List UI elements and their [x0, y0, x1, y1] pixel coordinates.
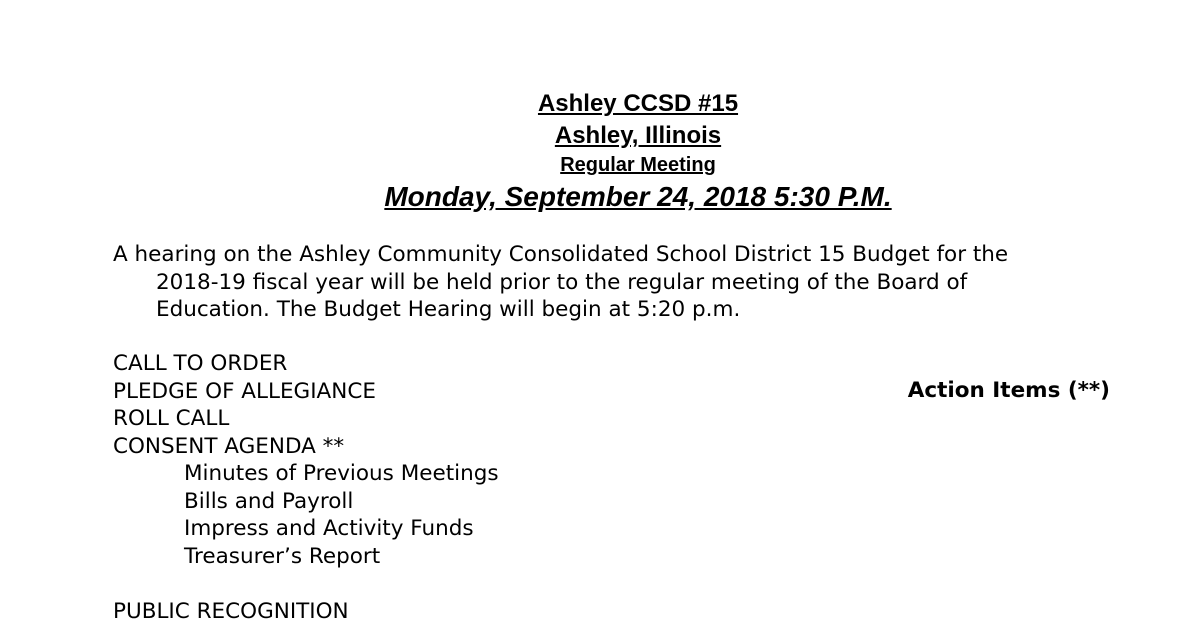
agenda-consent-agenda: CONSENT AGENDA **	[113, 433, 345, 459]
agenda-spacer	[113, 570, 499, 598]
action-items-legend: Action Items (**)	[907, 378, 1110, 403]
agenda-public-recognition: PUBLIC RECOGNITION	[113, 598, 349, 624]
agenda-roll-call: ROLL CALL	[113, 406, 230, 431]
notice-line-2: 2018-19 fiscal year will be held prior to the regular meeting of the Board of	[156, 269, 968, 295]
district-name: Ashley CCSD #15	[537, 90, 739, 117]
consent-item-funds: Impress and Activity Funds	[184, 516, 474, 541]
notice-line-1: A hearing on the Ashley Community Consolidated School District 15 Budget for the	[113, 242, 1009, 267]
consent-item-treasurer: Treasurer’s Report	[184, 543, 381, 569]
budget-hearing-notice	[113, 241, 1113, 324]
agenda-call-to-order: CALL TO ORDER	[113, 351, 288, 376]
meeting-type: Regular Meeting	[560, 154, 716, 176]
consent-item-minutes: Minutes of Previous Meetings	[184, 461, 499, 486]
consent-item-bills: Bills and Payroll	[184, 488, 354, 514]
agenda-list	[113, 350, 499, 625]
notice-line-3: Education. The Budget Hearing will begin at 5:20 p.m.	[156, 297, 741, 322]
meeting-datetime: Monday, September 24, 2018 5:30 P.M.	[384, 181, 892, 212]
agenda-pledge: PLEDGE OF ALLEGIANCE	[113, 378, 376, 404]
district-location: Ashley, Illinois	[554, 122, 722, 149]
